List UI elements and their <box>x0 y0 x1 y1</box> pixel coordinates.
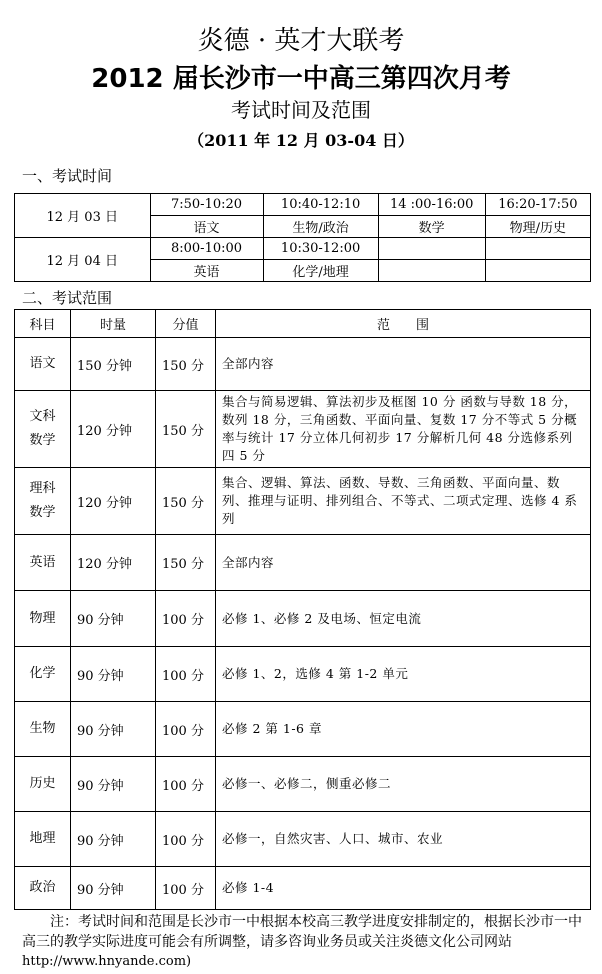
row-subject-cell <box>15 468 71 535</box>
scope-header-row <box>15 310 591 338</box>
scope-row <box>15 812 591 867</box>
note-url: http://www.hnyande.com) <box>22 954 192 969</box>
footnote <box>22 912 592 972</box>
row-range: 必修 1、必修 2 及电场、恒定电流 <box>222 610 422 626</box>
row-time-cell <box>71 812 156 867</box>
slot-time: 10:30-12:00 <box>263 238 378 260</box>
row-score: 100 分 <box>162 833 204 849</box>
schedule-table <box>14 193 591 282</box>
scope-row <box>15 391 591 468</box>
row-subject-cell <box>15 338 71 391</box>
row-range: 必修一、必修二，侧重必修二 <box>222 776 392 791</box>
row-time-cell <box>71 468 156 535</box>
doc-date: （2011 年 12 月 03-04 日） <box>188 131 414 150</box>
row-time: 150 分钟 <box>77 358 132 374</box>
row-subject-cell <box>15 812 71 867</box>
slot-time: 10:40-12:10 <box>263 194 378 216</box>
row-time: 120 分钟 <box>77 557 132 572</box>
row-time: 90 分钟 <box>77 778 124 794</box>
scope-row <box>15 702 591 757</box>
row-subject-cell <box>15 867 71 910</box>
empty-cell <box>485 260 590 282</box>
row-range-cell <box>216 338 591 391</box>
row-subject: 政治 <box>29 880 56 895</box>
header-score: 分值 <box>156 310 216 338</box>
row-score: 100 分 <box>162 613 204 628</box>
empty-cell <box>378 238 485 260</box>
row-subject-cell <box>15 391 71 468</box>
scope-row <box>15 535 591 591</box>
row-range-cell <box>216 468 591 535</box>
schedule-time-row <box>15 238 591 260</box>
row-range-cell <box>216 591 591 647</box>
row-subject: 化学 <box>29 666 56 681</box>
row-range-cell <box>216 702 591 757</box>
row-time: 120 分钟 <box>77 495 132 511</box>
row-time-cell <box>71 867 156 910</box>
scope-row <box>15 647 591 702</box>
row-score-cell <box>156 591 216 647</box>
scope-row <box>15 757 591 812</box>
schedule-time-row <box>15 194 591 216</box>
doc-subtitle: 2012 届长沙市一中高三第四次月考 <box>91 64 511 94</box>
row-time: 90 分钟 <box>77 833 124 849</box>
row-subject: 物理 <box>29 610 56 626</box>
row-range: 必修 1、2，选修 4 第 1-2 单元 <box>222 666 409 681</box>
slot-subject: 语文 <box>150 216 263 238</box>
schedule-section-title: 一、考试时间 <box>22 167 113 185</box>
header-range: 范 围 <box>216 310 591 338</box>
row-subject-cell <box>15 702 71 757</box>
empty-cell <box>378 260 485 282</box>
row-range: 集合与简易逻辑、算法初步及框图 10 分 函数与导数 18 分，数列 18 分，三角函数、平面向量、复数 17 分不等式 5 分概率与统计 17 分立体几何初步 17 分解析几何 48 分选修系列四 5 分 <box>222 394 578 463</box>
row-score: 150 分 <box>162 557 204 572</box>
row-range-cell <box>216 812 591 867</box>
row-subject: 英语 <box>29 554 56 570</box>
scope-row <box>15 468 591 535</box>
row-subject-cell <box>15 757 71 812</box>
row-range: 必修 1-4 <box>222 880 275 895</box>
row-time-cell <box>71 591 156 647</box>
header-time: 时量 <box>71 310 156 338</box>
row-subject: 地理 <box>29 831 56 846</box>
row-score-cell <box>156 812 216 867</box>
doc-heading: 考试时间及范围 <box>231 98 371 122</box>
scope-row <box>15 338 591 391</box>
row-subject: 生物 <box>29 721 56 736</box>
row-subject: 文科数学 <box>29 409 56 448</box>
slot-subject: 化学/地理 <box>263 260 378 282</box>
doc-title: 炎德 · 英才大联考 <box>197 26 405 56</box>
slot-subject: 生物/政治 <box>263 216 378 238</box>
row-time: 90 分钟 <box>77 668 124 684</box>
row-range: 必修 2 第 1-6 章 <box>222 721 322 736</box>
scope-table <box>14 309 591 910</box>
row-range: 全部内容 <box>222 356 275 371</box>
row-time-cell <box>71 391 156 468</box>
row-score-cell <box>156 468 216 535</box>
row-score: 150 分 <box>162 423 204 439</box>
row-score-cell <box>156 757 216 812</box>
row-time-cell <box>71 338 156 391</box>
row-range-cell <box>216 867 591 910</box>
slot-time: 14 :00-16:00 <box>378 194 485 216</box>
empty-cell <box>485 238 590 260</box>
row-score: 100 分 <box>162 882 204 898</box>
row-score-cell <box>156 867 216 910</box>
row-subject: 历史 <box>29 776 56 791</box>
slot-time: 8:00-10:00 <box>150 238 263 260</box>
row-range: 必修一，自然灾害、人口、城市、农业 <box>222 831 444 846</box>
row-score: 100 分 <box>162 668 204 684</box>
row-subject-cell <box>15 647 71 702</box>
scope-row <box>15 591 591 647</box>
slot-time: 7:50-10:20 <box>150 194 263 216</box>
row-subject: 语文 <box>29 356 56 371</box>
row-time: 90 分钟 <box>77 723 124 739</box>
row-time-cell <box>71 757 156 812</box>
row-score-cell <box>156 338 216 391</box>
row-time: 90 分钟 <box>77 613 124 628</box>
row-score: 150 分 <box>162 358 204 374</box>
row-time: 90 分钟 <box>77 882 124 898</box>
row-time: 120 分钟 <box>77 423 132 439</box>
header-subject: 科目 <box>15 310 71 338</box>
row-time-cell <box>71 647 156 702</box>
scope-row <box>15 867 591 910</box>
row-score: 100 分 <box>162 778 204 794</box>
row-time-cell <box>71 702 156 757</box>
row-score-cell <box>156 535 216 591</box>
slot-subject: 物理/历史 <box>485 216 590 238</box>
row-subject-cell <box>15 535 71 591</box>
scope-section-title: 二、考试范围 <box>22 289 113 307</box>
row-score: 100 分 <box>162 723 204 739</box>
schedule-date: 12 月 04 日 <box>15 238 151 282</box>
row-range: 全部内容 <box>222 554 275 570</box>
row-score-cell <box>156 391 216 468</box>
row-score: 150 分 <box>162 495 204 511</box>
slot-subject: 数学 <box>378 216 485 238</box>
row-subject-cell <box>15 591 71 647</box>
row-range: 集合、逻辑、算法、函数、导数、三角函数、平面向量、数列、推理与证明、排列组合、不等式、二项式定理、选修 4 系列 <box>222 475 578 526</box>
row-score-cell <box>156 647 216 702</box>
note-text: 注：考试时间和范围是长沙市一中根据本校高三教学进度安排制定的，根据长沙市一中高三的教学实际进度可能会有所调整，请多咨询业务员或关注炎德文化公司网站 <box>22 914 582 950</box>
row-time-cell <box>71 535 156 591</box>
row-range-cell <box>216 391 591 468</box>
row-score-cell <box>156 702 216 757</box>
schedule-date: 12 月 03 日 <box>15 194 151 238</box>
slot-subject: 英语 <box>150 260 263 282</box>
row-range-cell <box>216 757 591 812</box>
slot-time: 16:20-17:50 <box>485 194 590 216</box>
row-range-cell <box>216 535 591 591</box>
row-subject: 理科数学 <box>29 481 56 520</box>
row-range-cell <box>216 647 591 702</box>
